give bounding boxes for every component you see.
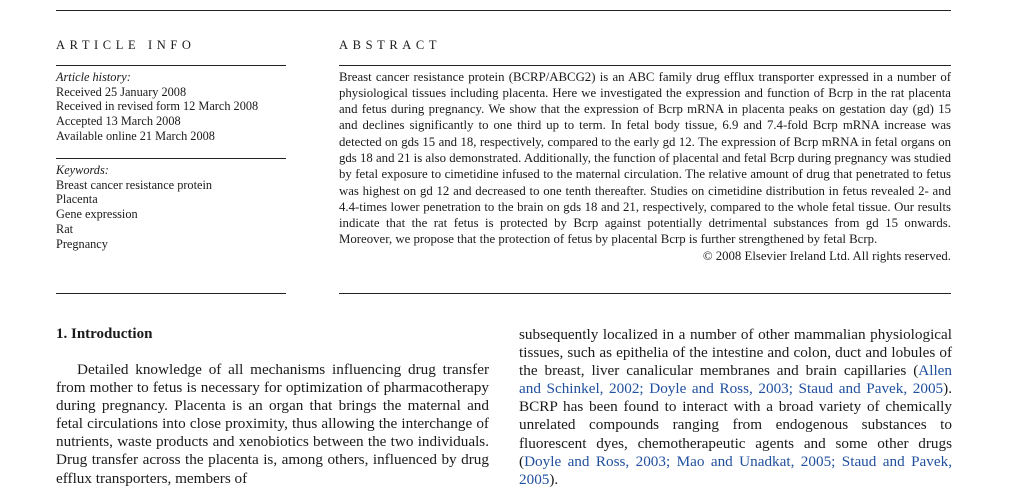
section-title: 1. Introduction (56, 326, 153, 342)
history-received: Received 25 January 2008 (56, 84, 187, 99)
intro-text: subsequently localized in a number of other mammalian physiological tissues, such as epithelia of the intestine and colon, duct and lobules of the breast, liver canalicular membranes and brain capillaries ( (519, 326, 952, 380)
intro-left-column: Detailed knowledge of all mechanisms influencing drug transfer from mother to fetus is necessary for optimization of pharmacotherapy during pregnancy. Placenta is an organ that brings the maternal and fetal circulations into close proximity, thus allowing the interchange of nutrients, waste products and xenobiotics between the two individuals. Drug transfer across the placenta is, among others, influenced by drug efflux transporters, members of (56, 361, 489, 487)
keyword-item: Pregnancy (56, 236, 108, 251)
citation-link[interactable]: Doyle and Ross, 2003; Mao and Unadkat, 2005; Staud and Pavek, 2005 (519, 452, 952, 488)
top-rule (56, 10, 951, 11)
intro-right-column (519, 326, 952, 489)
keyword-item: Placenta (56, 192, 98, 207)
history-accepted: Accepted 13 March 2008 (56, 114, 181, 129)
history-revised: Received in revised form 12 March 2008 (56, 99, 259, 114)
intro-text: ). BCRP has been found to interact with a broad variety of chemically unrelated compounds ranging from endogenous substances to fluorescent dyes, chemotherapeutic agents and some other drugs ( (519, 380, 952, 470)
abstract-rule (339, 65, 951, 66)
keywords-rule (56, 158, 286, 159)
abstract-bottom-rule (339, 293, 951, 294)
abstract-heading: ABSTRACT (339, 38, 442, 52)
copyright-notice: © 2008 Elsevier Ireland Ltd. All rights reserved. (702, 248, 951, 263)
keywords (56, 163, 288, 251)
citation-link[interactable]: Allen and Schinkel, 2002; Doyle and Ross, 2003; Staud and Pavek, 2005 (519, 362, 952, 398)
info-bottom-rule (56, 293, 286, 294)
article-info-heading: ARTICLE INFO (56, 38, 196, 52)
article-history (56, 70, 288, 144)
article-info-rule (56, 65, 286, 66)
abstract-text: Breast cancer resistance protein (BCRP/ABCG2) is an ABC family drug efflux transporter expressed in a number of physiological tissues including placenta. Here we investigated the expression and function of Bcrp in the rat placenta and fetus during pregnancy. We show that the expression of Bcrp mRNA in placenta peaks on gestation day (gd) 15 and declines significantly to one third up to term. In fetal body tissue, 6.9 and 7.4-fold Bcrp mRNA increase was detected on gds 15 and 18, respectively, compared to the early gd 12. The expression of Bcrp mRNA in fetal organs on gds 18 and 21 is also demonstrated. Additionally, the function of placental and fetal Bcrp during pregnancy was studied by fetal exposure to cimetidine infused to the maternal circulation. The relative amount of drug that penetrated to fetus was highest on gd 12 and decreased to one tenth thereafter. Studies on cimetidine distribution in fetus revealed 2- and 4.4-times lower penetration to the brain on gds 18 and 21, respectively, compared to the whole fetal tissue. Our results indicate that the rat fetus is protected by Bcrp against potentially detrimental substances from gd 15 onwards. Moreover, we propose that the protection of fetus by placental Bcrp is further strengthened by fetal Bcrp. (339, 69, 951, 247)
article-history-label: Article history: (56, 70, 131, 84)
keywords-label: Keywords: (56, 163, 109, 177)
keyword-item: Rat (56, 221, 74, 236)
keyword-item: Gene expression (56, 207, 138, 222)
intro-text: ). (549, 470, 559, 488)
keyword-item: Breast cancer resistance protein (56, 177, 213, 192)
history-online: Available online 21 March 2008 (56, 128, 215, 143)
abstract-body (339, 69, 951, 265)
